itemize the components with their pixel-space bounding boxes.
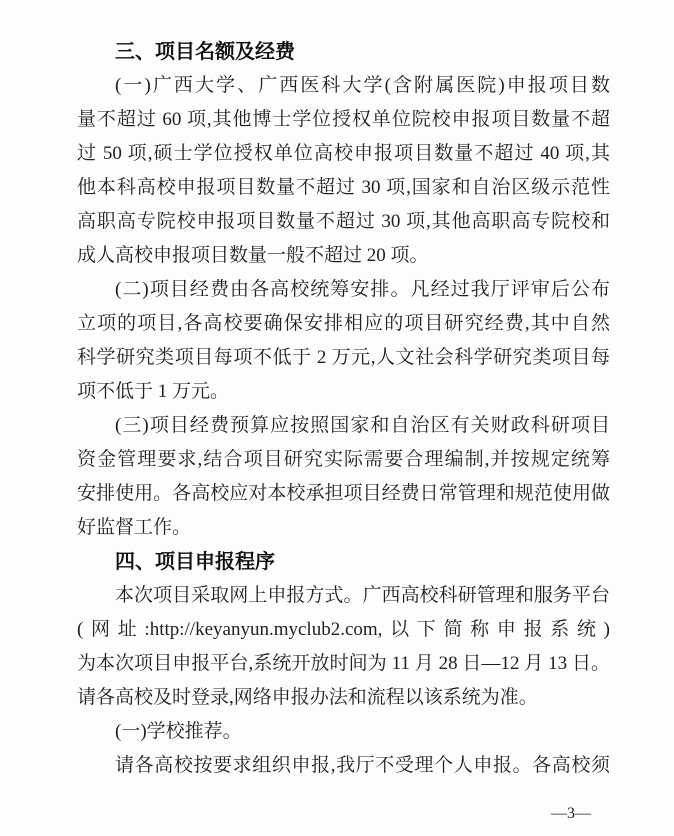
paragraph-line: 他本科高校申报项目数量不超过 30 项,国家和自治区级示范性: [77, 177, 610, 198]
paragraph-line: 请各高校及时登录,网络申报办法和流程以该系统为准。: [77, 687, 538, 708]
paragraph-line: 立项的项目,各高校要确保安排相应的项目研究经费,其中自然: [77, 313, 610, 334]
paragraph-line: 好监督工作。: [77, 517, 192, 538]
paragraph-line: 本次项目采取网上申报方式。广西高校科研管理和服务平台: [115, 585, 610, 606]
paragraph-line: (一)学校推荐。: [115, 721, 242, 742]
paragraph-line: 为本次项目申报平台,系统开放时间为 11 月 28 日—12 月 13 日。: [77, 653, 610, 674]
paragraph-line: 安排使用。各高校应对本校承担项目经费日常管理和规范使用做: [77, 483, 610, 504]
section-heading-4: 四、项目申报程序: [115, 551, 275, 573]
document-body: [77, 35, 610, 783]
paragraph-line: (二)项目经费由各高校统筹安排。凡经过我厅评审后公布: [115, 279, 610, 300]
paragraph-line: 资金管理要求,结合项目研究实际需要合理编制,并按规定统筹: [77, 449, 610, 470]
paragraph-line: (一)广西大学、广西医科大学(含附属医院)申报项目数: [115, 75, 610, 96]
paragraph-line-url: (网址:http://keyanyun.myclub2.com,以下简称申报系统): [77, 619, 610, 640]
paragraph-line: 量不超过 60 项,其他博士学位授权单位院校申报项目数量不超: [77, 109, 610, 130]
paragraph-line: 成人高校申报项目数量一般不超过 20 项。: [77, 245, 429, 266]
paragraph-line: 项不低于 1 万元。: [77, 381, 230, 402]
section-heading-3: 三、项目名额及经费: [115, 41, 295, 63]
paragraph-line: 过 50 项,硕士学位授权单位高校申报项目数量不超过 40 项,其: [77, 143, 610, 164]
paragraph-line: 请各高校按要求组织申报,我厅不受理个人申报。各高校须: [115, 755, 610, 776]
paragraph-line: 高职高专院校申报项目数量不超过 30 项,其他高职高专院校和: [77, 211, 610, 232]
paragraph-line: 科学研究类项目每项不低于 2 万元,人文社会科学研究类项目每: [77, 347, 610, 368]
paragraph-line: (三)项目经费预算应按照国家和自治区有关财政科研项目: [115, 415, 610, 436]
page-number: —3—: [551, 805, 591, 822]
